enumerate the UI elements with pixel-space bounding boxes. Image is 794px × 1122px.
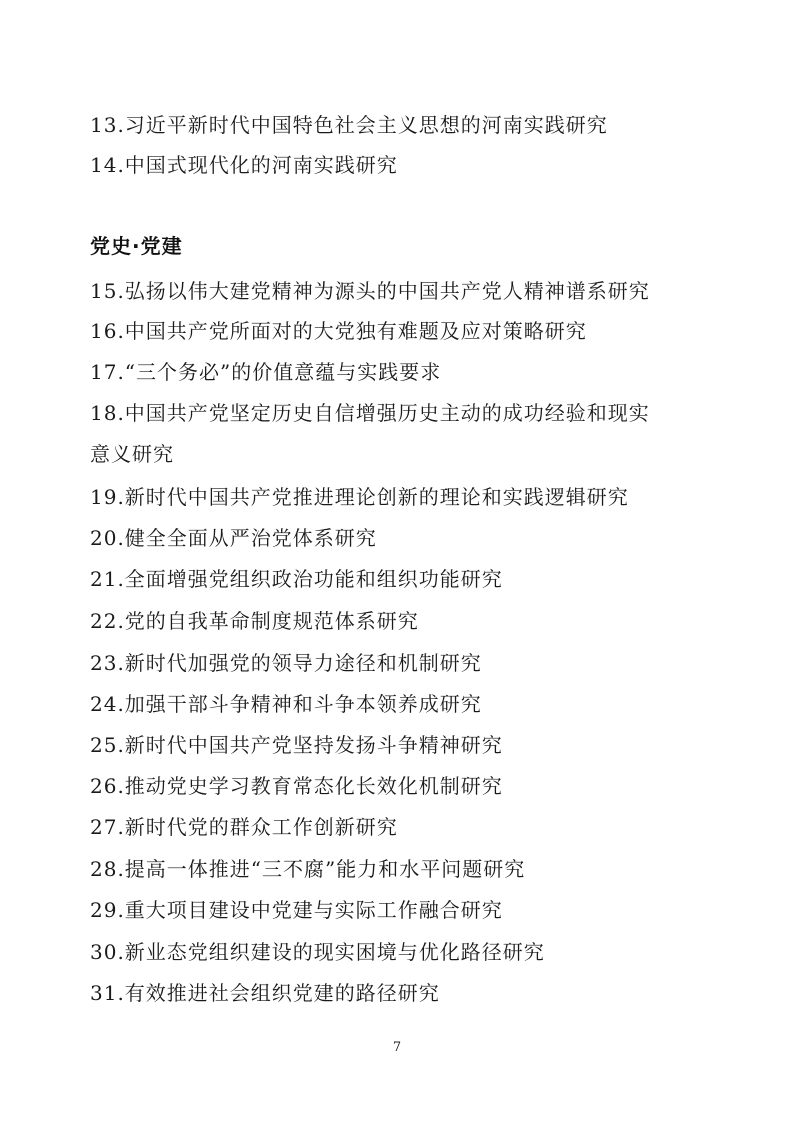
list-item-21: 21.全面增强党组织政治功能和组织功能研究 <box>90 567 503 591</box>
list-item-18: 18.中国共产党坚定历史自信增强历史主动的成功经验和现实 <box>90 401 650 425</box>
list-item-25: 25.新时代中国共产党坚持发扬斗争精神研究 <box>90 733 503 757</box>
list-item-29: 29.重大项目建设中党建与实际工作融合研究 <box>90 898 503 922</box>
list-item-14: 14.中国式现代化的河南实践研究 <box>90 153 398 177</box>
list-item-20: 20.健全全面从严治党体系研究 <box>90 526 377 550</box>
list-item-28: 28.提高一体推进“三不腐”能力和水平问题研究 <box>90 857 526 881</box>
list-item-15: 15.弘扬以伟大建党精神为源头的中国共产党人精神谱系研究 <box>90 279 650 303</box>
list-item-16: 16.中国共产党所面对的大党独有难题及应对策略研究 <box>90 319 587 343</box>
list-item-19: 19.新时代中国共产党推进理论创新的理论和实践逻辑研究 <box>90 485 629 509</box>
section-heading: 党史·党建 <box>90 234 183 258</box>
list-item-30: 30.新业态党组织建设的现实困境与优化路径研究 <box>90 940 545 964</box>
page-number: 7 <box>392 1040 402 1055</box>
list-item-26: 26.推动党史学习教育常态化长效化机制研究 <box>90 774 503 798</box>
list-item-23: 23.新时代加强党的领导力途径和机制研究 <box>90 651 482 675</box>
list-item-24: 24.加强干部斗争精神和斗争本领养成研究 <box>90 692 482 716</box>
list-item-13: 13.习近平新时代中国特色社会主义思想的河南实践研究 <box>90 113 608 137</box>
list-item-31: 31.有效推进社会组织党建的路径研究 <box>90 981 440 1005</box>
list-item-17: 17.“三个务必”的价值意蕴与实践要求 <box>90 360 442 384</box>
list-item-27: 27.新时代党的群众工作创新研究 <box>90 815 398 839</box>
list-item-22: 22.党的自我革命制度规范体系研究 <box>90 609 419 633</box>
list-item-18-continued: 意义研究 <box>90 442 174 466</box>
